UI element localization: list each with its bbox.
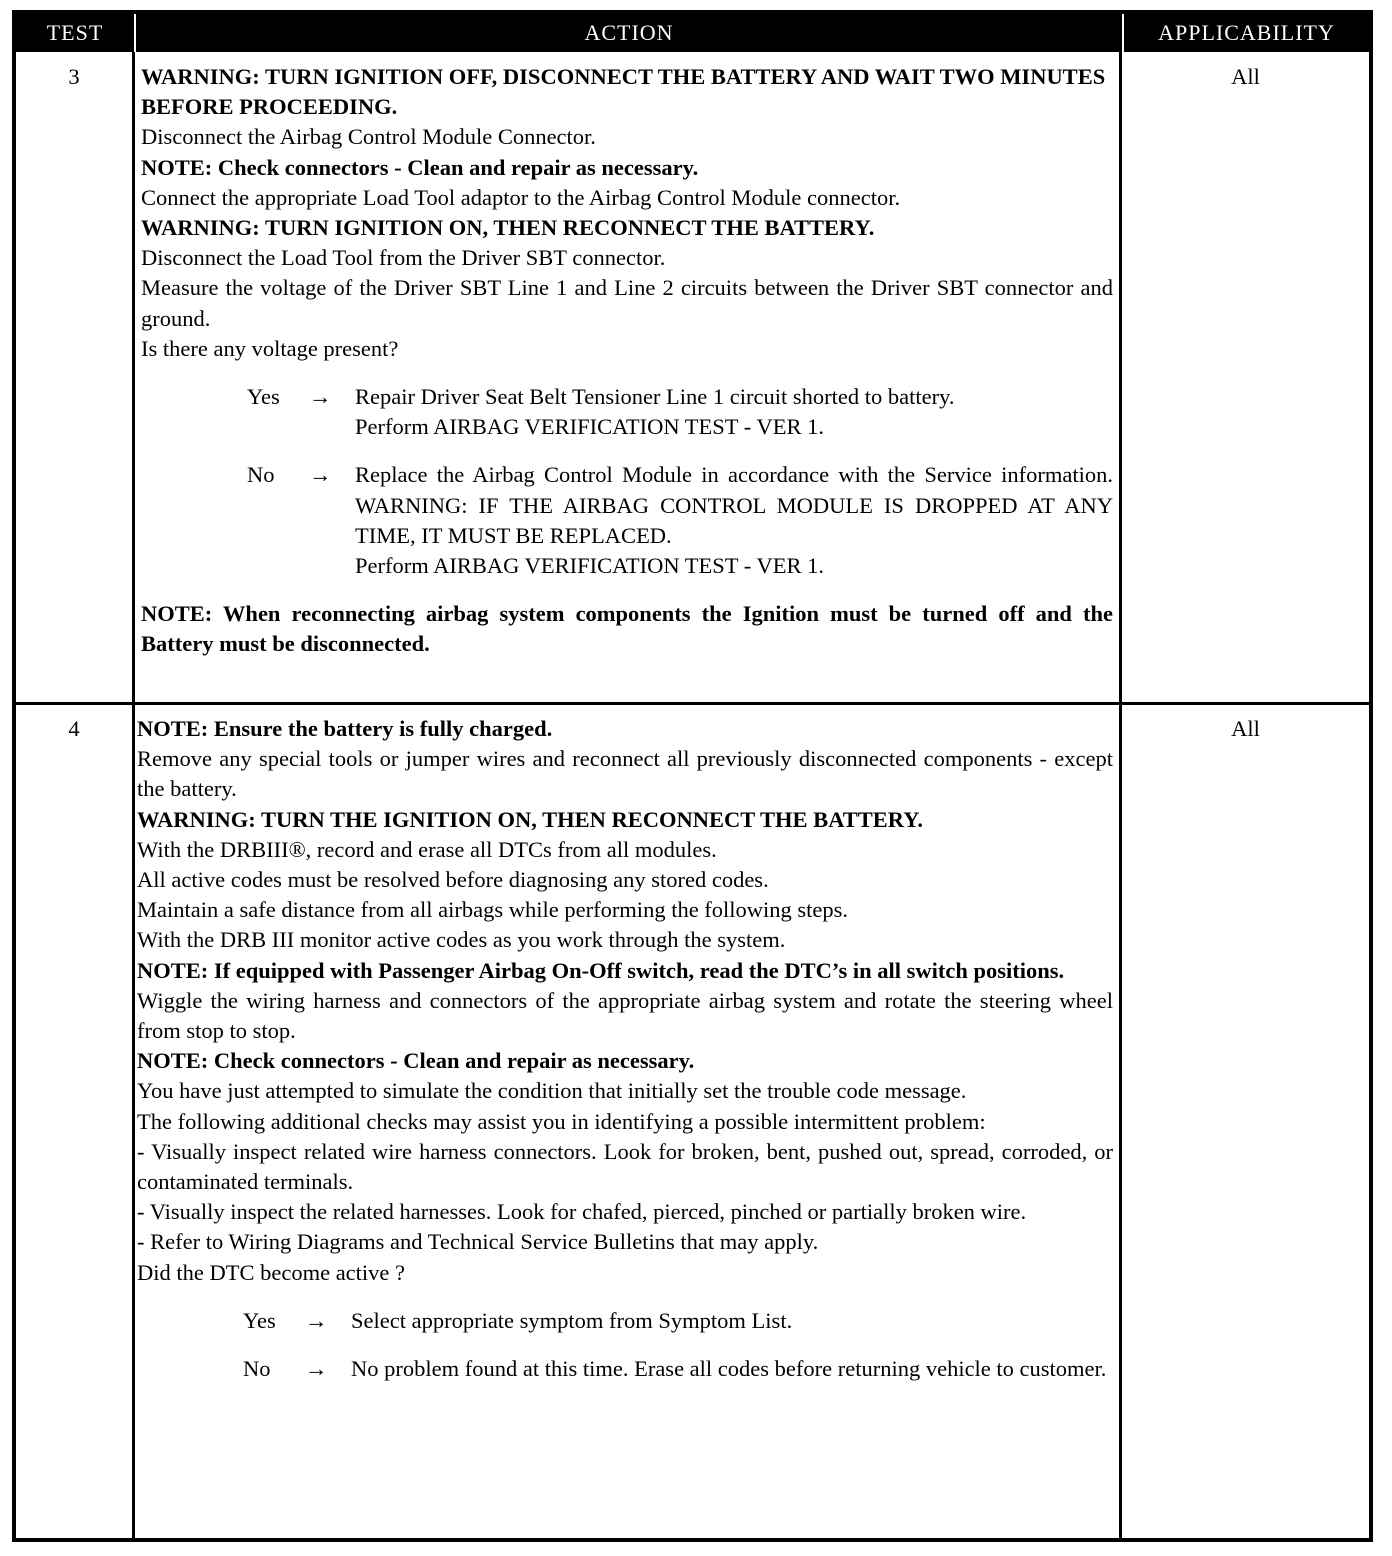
arrow-right-icon: → [309, 384, 332, 410]
answer-yes [141, 382, 1113, 442]
answer-line: Perform AIRBAG VERIFICATION TEST - VER 1. [355, 553, 824, 579]
action-step: - Visually inspect the related harnesses. Look for chafed, pierced, pinched or partially broken wire. [137, 1199, 1027, 1225]
test-number: 3 [68, 64, 80, 89]
answer-text [351, 1306, 1113, 1336]
action-note: WARNING: TURN IGNITION ON, THEN RECONNECT THE BATTERY. [141, 215, 875, 241]
answer-line: Repair Driver Seat Belt Tensioner Line 1 circuit shorted to battery. [355, 384, 955, 410]
row-divider [16, 702, 1369, 705]
column-divider-left [132, 52, 135, 1538]
action-step: Measure the voltage of the Driver SBT Line 1 and Line 2 circuits between the Driver SBT connector and ground. [141, 275, 1113, 331]
action-step: With the DRBIII®, record and erase all DTCs from all modules. [137, 836, 717, 862]
answer-label: No [247, 462, 275, 488]
action-step: With the DRB III monitor active codes as you work through the system. [137, 927, 786, 953]
action-step: Disconnect the Load Tool from the Driver SBT connector. [141, 245, 666, 271]
answer-text [355, 460, 1113, 581]
arrow-right-icon: → [305, 1307, 328, 1333]
test-number: 4 [68, 716, 80, 741]
answer-text [351, 1354, 1113, 1384]
answer-line: Select appropriate symptom from Symptom List. [351, 1307, 793, 1333]
action-step: Did the DTC become active ? [137, 1259, 406, 1285]
diagnostic-table [12, 10, 1373, 1542]
answer-line: No problem found at this time. Erase all codes before returning vehicle to customer. [351, 1356, 1107, 1382]
test-applicability: All [1231, 716, 1260, 741]
action-step: The following additional checks may assist you in identifying a possible intermittent problem: [137, 1108, 986, 1134]
action-note: NOTE: Check connectors - Clean and repair as necessary. [141, 154, 699, 180]
action-note: WARNING: TURN THE IGNITION ON, THEN RECONNECT THE BATTERY. [137, 806, 924, 832]
arrow-right-icon: → [305, 1356, 328, 1382]
answer-line: Replace the Airbag Control Module in accordance with the Service information. WARNING: IF THE AIRBAG CONTROL MODULE IS DROPPED AT ANY TIME, IT MUST BE REPLACED. [355, 462, 1113, 548]
footer-note: NOTE: When reconnecting airbag system components the Ignition must be turned off and the Battery must be disconnected. [141, 601, 1113, 657]
answer-no [137, 1354, 1113, 1384]
header-test: TEST [16, 14, 134, 52]
header-applicability: APPLICABILITY [1122, 14, 1369, 52]
answer-label: Yes [243, 1307, 276, 1333]
action-step: - Visually inspect related wire harness connectors. Look for broken, bent, pushed out, spread, corroded, or contaminated terminals. [137, 1138, 1113, 1195]
answer-label: No [243, 1356, 271, 1382]
answer-yes [137, 1306, 1113, 1336]
action-note: NOTE: If equipped with Passenger Airbag On-Off switch, read the DTC’s in all switch positions. [137, 957, 1065, 983]
test-action [141, 62, 1113, 660]
answer-no [141, 460, 1113, 581]
action-step: - Refer to Wiring Diagrams and Technical Service Bulletins that may apply. [137, 1229, 819, 1255]
answer-text [355, 382, 1113, 442]
action-step: Connect the appropriate Load Tool adaptor to the Airbag Control Module connector. [141, 184, 901, 210]
test-applicability: All [1231, 64, 1260, 89]
answer-label: Yes [247, 384, 280, 410]
arrow-right-icon: → [309, 462, 332, 488]
action-note: NOTE: Ensure the battery is fully charged. [137, 716, 553, 741]
answer-line: Perform AIRBAG VERIFICATION TEST - VER 1. [355, 414, 824, 440]
action-step: Is there any voltage present? [141, 335, 399, 361]
action-note: NOTE: Check connectors - Clean and repair as necessary. [137, 1048, 695, 1074]
header-action: ACTION [134, 14, 1122, 52]
test-action [137, 714, 1113, 1384]
action-step: Disconnect the Airbag Control Module Connector. [141, 124, 596, 150]
action-step: All active codes must be resolved before diagnosing any stored codes. [137, 867, 769, 893]
action-step: Maintain a safe distance from all airbags while performing the following steps. [137, 897, 849, 923]
action-step: You have just attempted to simulate the condition that initially set the trouble code message. [137, 1078, 967, 1104]
action-step: Wiggle the wiring harness and connectors of the appropriate airbag system and rotate the steering wheel from stop to stop. [137, 987, 1113, 1044]
column-divider-right [1119, 52, 1122, 1538]
action-note: WARNING: TURN IGNITION OFF, DISCONNECT THE BATTERY AND WAIT TWO MINUTES BEFORE PROCEEDING. [141, 64, 1106, 120]
action-step: Remove any special tools or jumper wires and reconnect all previously disconnected components - except the battery. [137, 746, 1113, 802]
